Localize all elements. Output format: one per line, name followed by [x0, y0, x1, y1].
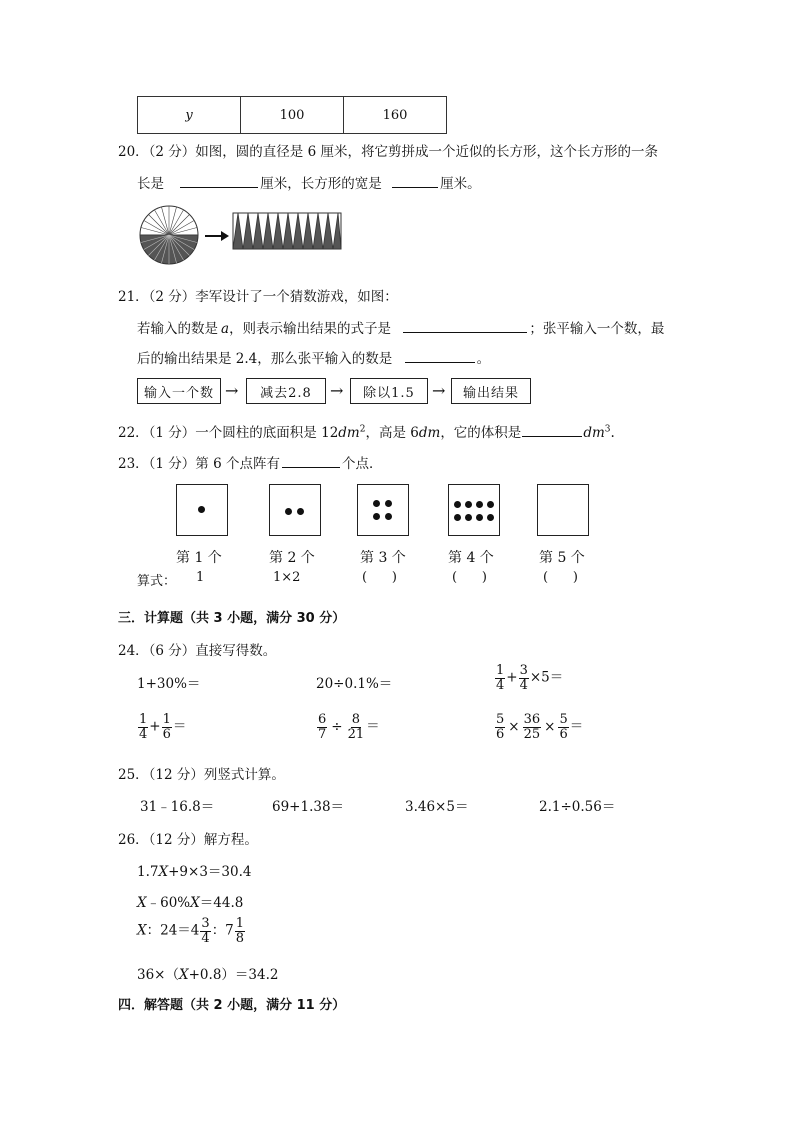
q20-text-b: 厘米，长方形的宽是	[260, 176, 382, 192]
q21-text-b: ，则表示输出结果的式子是	[229, 321, 392, 337]
q26-equation-2: X﹣60%X＝44.8	[137, 895, 244, 911]
dot	[454, 501, 461, 508]
approximate-rectangle	[233, 213, 341, 249]
formula-value: 1	[196, 570, 205, 585]
dot-array-2	[269, 484, 321, 536]
dot	[476, 514, 483, 521]
answer-blank[interactable]	[282, 453, 340, 468]
q22-text-c: ，它的体积是	[440, 425, 522, 441]
q26-title: 26．（12 分）解方程。	[118, 832, 258, 848]
dot-array-4	[448, 484, 500, 536]
dot	[487, 501, 494, 508]
q20-text-a: 长是	[137, 176, 164, 192]
q20-line1: 20．（2 分）如图，圆的直径是 6 厘米，将它剪拼成一个近似的长方形，这个长方形的一条	[118, 144, 658, 160]
flow-arrow-icon: →	[225, 381, 239, 400]
dot-label: 第 5 个	[539, 550, 585, 566]
xy-table	[137, 96, 447, 134]
dot	[465, 514, 472, 521]
dot	[373, 513, 380, 520]
dot	[465, 501, 472, 508]
q21-text-e: 。	[476, 351, 491, 367]
section-heading-3: 三．计算题（共 3 小题，满分 30 分）	[118, 611, 346, 626]
q25-expr: 69+1.38＝	[272, 799, 345, 815]
q24-expr-6: $\frac{5}{6}$ × $\frac{36}{25}$ × $\frac{5}{6}$ ＝	[496, 712, 584, 742]
q21-text-c: ；张平输入一个数，最	[529, 321, 665, 337]
answer-blank[interactable]	[180, 173, 258, 188]
q26-equation-3: X：24＝4 $\frac{3}{4}$ ：7 $\frac{1}{8}$	[137, 916, 245, 946]
q22-text-b: ，高是 6	[365, 425, 419, 441]
q22-line	[118, 421, 615, 441]
dot	[476, 501, 483, 508]
q23-text-b: 个点．	[341, 456, 383, 472]
q21-variable: a	[221, 321, 230, 337]
q24-expr-4: $\frac{1}{4}$ + $\frac{1}{6}$ ＝	[139, 712, 187, 742]
fraction: $\frac{36}{25}$	[523, 712, 541, 742]
answer-blank[interactable]	[403, 318, 527, 333]
q23-line	[118, 452, 382, 472]
flow-box-output: 输出结果	[451, 378, 531, 404]
q26-equation-1: 1.7X+9×3＝30.4	[137, 864, 252, 880]
variable-x: X	[190, 895, 200, 911]
dot-array-1	[176, 484, 228, 536]
fraction: $\frac{6}{7}$	[318, 712, 327, 742]
fraction: $\frac{8}{21}$	[347, 712, 365, 742]
q20-line2	[137, 172, 481, 192]
formula-blank[interactable]: ( )	[543, 570, 578, 585]
unit-dm: dm	[583, 425, 605, 441]
circle-to-rectangle-figure	[137, 203, 347, 269]
q25-expr: 31﹣16.8＝	[140, 799, 215, 815]
q22-text-a: 22．（1 分）一个圆柱的底面积是 12	[118, 425, 339, 441]
q22-text-d: .	[610, 425, 615, 441]
fraction: $\frac{3}{4}$	[519, 663, 528, 693]
dot	[454, 514, 461, 521]
dot	[198, 506, 205, 513]
answer-blank[interactable]	[522, 422, 582, 437]
unit-dm: dm	[338, 425, 360, 441]
dot	[297, 508, 304, 515]
q24-expr-2: 20÷0.1%＝	[316, 676, 393, 692]
q24-title: 24．（6 分）直接写得数。	[118, 643, 277, 659]
answer-blank[interactable]	[405, 348, 475, 363]
formula-value: 1×2	[273, 570, 301, 585]
dot-label: 第 1 个	[176, 550, 222, 566]
q21-line3	[137, 347, 490, 367]
fraction: $\frac{1}{8}$	[235, 916, 245, 946]
table-row	[138, 97, 447, 134]
q21-line2	[137, 317, 664, 337]
flow-box-subtract: 减去2.8	[246, 378, 326, 404]
table-cell: 160	[344, 97, 447, 134]
variable-x: X	[158, 864, 169, 880]
q25-expr: 2.1÷0.56＝	[539, 799, 616, 815]
arrow-icon	[205, 231, 229, 241]
fraction: $\frac{3}{4}$	[201, 916, 210, 946]
section-heading-4: 四．解答题（共 2 小题，满分 11 分）	[118, 998, 346, 1013]
flow-arrow-icon: →	[330, 381, 344, 400]
formula-blank[interactable]: ( )	[452, 570, 487, 585]
dot-label: 第 4 个	[448, 550, 494, 566]
flow-box-divide: 除以1.5	[350, 378, 428, 404]
fraction: $\frac{1}{6}$	[162, 712, 171, 742]
variable-x: X	[137, 922, 147, 939]
q24-expr-1: 1+30%＝	[137, 676, 201, 692]
sliced-circle	[140, 206, 198, 264]
q24-expr-3: $\frac{1}{4}$ + $\frac{3}{4}$ ×5＝	[496, 663, 564, 693]
table-cell-label: y	[138, 97, 241, 134]
dot	[373, 500, 380, 507]
q21-text-a: 若输入的数是	[137, 321, 218, 337]
unit-dm: dm	[418, 425, 441, 441]
fraction: $\frac{1}{4}$	[139, 712, 148, 742]
q20-text-c: 厘米。	[440, 176, 481, 192]
variable-x: X	[137, 895, 147, 911]
q21-line1: 21．（2 分）李军设计了一个猜数游戏，如图：	[118, 289, 398, 305]
dot	[285, 508, 292, 515]
q21-text-d: 后的输出结果是 2.4，那么张平输入的数是	[137, 351, 393, 367]
answer-blank[interactable]	[392, 173, 438, 188]
table-cell: 100	[241, 97, 344, 134]
dot	[385, 500, 392, 507]
dot-array-5	[537, 484, 589, 536]
flow-arrow-icon: →	[432, 381, 446, 400]
dot-label: 第 3 个	[360, 550, 406, 566]
dot-label: 第 2 个	[269, 550, 315, 566]
q24-expr-5: $\frac{6}{7}$ ÷ $\frac{8}{21}$ ＝	[318, 712, 380, 742]
flow-box-input: 输入一个数	[137, 378, 221, 404]
q25-title: 25．（12 分）列竖式计算。	[118, 767, 285, 783]
dot	[487, 514, 494, 521]
q26-equation-4: 36×（X+0.8）＝34.2	[137, 967, 279, 983]
fraction: $\frac{5}{6}$	[496, 712, 505, 742]
q23-text-a: 23．（1 分）第 6 个点阵有	[118, 456, 280, 472]
q25-expr: 3.46×5＝	[405, 799, 469, 815]
fraction: $\frac{5}{6}$	[559, 712, 568, 742]
variable-x: X	[179, 967, 189, 983]
formula-label: 算式：	[137, 574, 177, 589]
formula-blank[interactable]: ( )	[362, 570, 397, 585]
superscript: 3	[604, 424, 611, 435]
superscript: 2	[359, 424, 366, 435]
fraction: $\frac{1}{4}$	[496, 663, 505, 693]
dot-array-3	[357, 484, 409, 536]
dot	[385, 513, 392, 520]
